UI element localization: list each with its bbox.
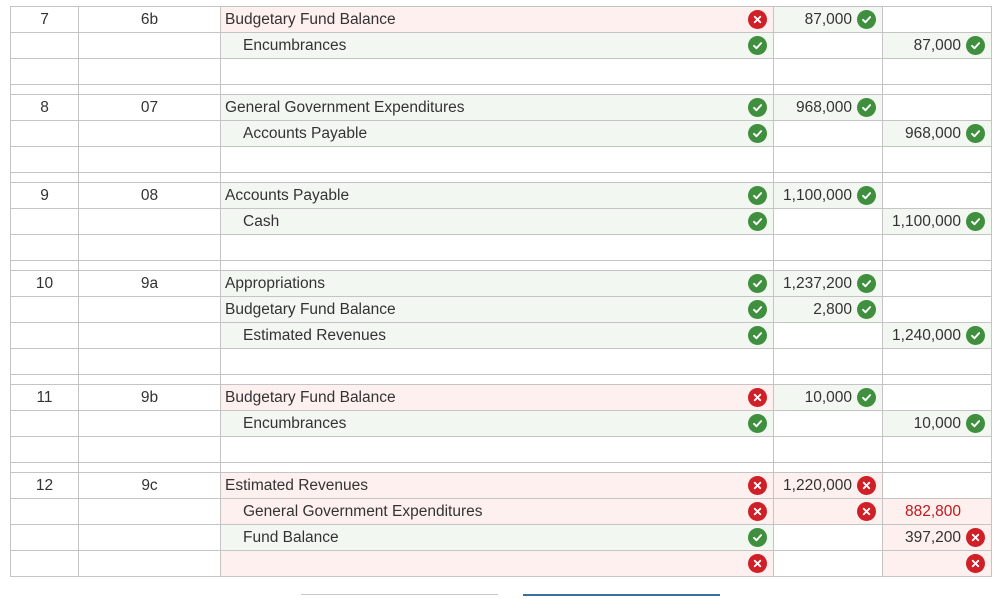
event-reference [79, 147, 221, 173]
debit-input[interactable] [774, 235, 883, 261]
entry-number [11, 411, 79, 437]
account-name: Cash [243, 212, 280, 230]
event-reference: 07 [79, 95, 221, 121]
journal-row [11, 209, 992, 235]
event-reference [79, 59, 221, 85]
x-icon [748, 502, 767, 521]
account-select[interactable] [221, 499, 774, 525]
journal-row [11, 33, 992, 59]
spacer-cell [11, 85, 79, 95]
x-icon [748, 476, 767, 495]
journal-row [11, 235, 992, 261]
spacer-cell [11, 261, 79, 271]
account-select[interactable] [221, 297, 774, 323]
credit-input[interactable] [883, 7, 992, 33]
event-reference [79, 525, 221, 551]
entry-number: 7 [11, 7, 79, 33]
credit-input[interactable] [883, 147, 992, 173]
account-name: Estimated Revenues [243, 326, 387, 344]
spacer-cell [221, 173, 774, 183]
credit-input[interactable] [883, 297, 992, 323]
account-select[interactable] [221, 349, 774, 375]
spacer-cell [79, 375, 221, 385]
entry-number [11, 551, 79, 577]
journal-row [11, 525, 992, 551]
account-select[interactable] [221, 95, 774, 121]
journal-row [11, 385, 992, 411]
credit-input[interactable] [883, 525, 992, 551]
journal-entry-table [10, 6, 992, 577]
x-icon [857, 476, 876, 495]
credit-input[interactable] [883, 209, 992, 235]
debit-amount: 87,000 [804, 10, 852, 28]
spacer-cell [883, 261, 992, 271]
debit-input[interactable] [774, 323, 883, 349]
journal-row [11, 183, 992, 209]
spacer-cell [774, 173, 883, 183]
entry-number [11, 235, 79, 261]
spacer-cell [883, 463, 992, 473]
journal-row [11, 437, 992, 463]
debit-input[interactable] [774, 33, 883, 59]
check-icon [966, 414, 985, 433]
journal-row [11, 121, 992, 147]
credit-input[interactable] [883, 473, 992, 499]
account-select[interactable] [221, 525, 774, 551]
entry-number [11, 437, 79, 463]
credit-input[interactable] [883, 411, 992, 437]
credit-input[interactable] [883, 121, 992, 147]
event-reference: 9b [79, 385, 221, 411]
check-icon [748, 186, 767, 205]
entry-number [11, 209, 79, 235]
entry-number [11, 121, 79, 147]
account-name: Encumbrances [243, 414, 347, 432]
credit-input[interactable] [883, 59, 992, 85]
entry-number: 11 [11, 385, 79, 411]
spacer-cell [11, 375, 79, 385]
spacer-cell [221, 85, 774, 95]
journal-row [11, 323, 992, 349]
spacer-row [11, 375, 992, 385]
journal-row [11, 349, 992, 375]
account-select[interactable] [221, 121, 774, 147]
check-icon [966, 124, 985, 143]
journal-row [11, 59, 992, 85]
debit-input[interactable] [774, 183, 883, 209]
spacer-cell [221, 261, 774, 271]
event-reference: 9c [79, 473, 221, 499]
check-icon [748, 528, 767, 547]
x-icon [966, 554, 985, 573]
account-select[interactable] [221, 183, 774, 209]
journal-row [11, 7, 992, 33]
entry-number [11, 147, 79, 173]
account-select[interactable] [221, 437, 774, 463]
account-name: Budgetary Fund Balance [225, 388, 396, 406]
journal-row [11, 499, 992, 525]
credit-input[interactable] [883, 499, 992, 525]
account-select[interactable] [221, 235, 774, 261]
credit-input[interactable] [883, 235, 992, 261]
check-icon [857, 388, 876, 407]
account-select[interactable] [221, 411, 774, 437]
check-icon [748, 98, 767, 117]
event-reference [79, 411, 221, 437]
entry-number [11, 525, 79, 551]
event-reference [79, 323, 221, 349]
check-icon [966, 36, 985, 55]
account-name: General Government Expenditures [243, 502, 483, 520]
account-name: Accounts Payable [225, 186, 350, 204]
entry-number: 8 [11, 95, 79, 121]
debit-input[interactable] [774, 271, 883, 297]
credit-input[interactable] [883, 349, 992, 375]
spacer-cell [79, 85, 221, 95]
account-select[interactable] [221, 551, 774, 577]
credit-amount: 1,100,000 [892, 212, 961, 230]
account-name: Budgetary Fund Balance [225, 10, 396, 28]
check-icon [857, 274, 876, 293]
event-reference: 9a [79, 271, 221, 297]
debit-input[interactable] [774, 385, 883, 411]
event-reference [79, 499, 221, 525]
x-icon [748, 388, 767, 407]
debit-input[interactable] [774, 59, 883, 85]
debit-input[interactable] [774, 7, 883, 33]
debit-amount: 1,237,200 [783, 274, 852, 292]
account-select[interactable] [221, 209, 774, 235]
x-icon [748, 10, 767, 29]
entry-number [11, 349, 79, 375]
debit-input[interactable] [774, 95, 883, 121]
debit-amount: 1,220,000 [783, 476, 852, 494]
spacer-cell [221, 375, 774, 385]
check-icon [748, 414, 767, 433]
credit-input[interactable] [883, 551, 992, 577]
spacer-cell [883, 85, 992, 95]
journal-row [11, 551, 992, 577]
check-icon [748, 124, 767, 143]
spacer-cell [774, 85, 883, 95]
debit-amount: 968,000 [795, 98, 852, 116]
account-select[interactable] [221, 7, 774, 33]
account-select[interactable] [221, 147, 774, 173]
entry-number: 10 [11, 271, 79, 297]
entry-number [11, 323, 79, 349]
account-select[interactable] [221, 323, 774, 349]
debit-input[interactable] [774, 121, 883, 147]
credit-input[interactable] [883, 323, 992, 349]
event-reference [79, 349, 221, 375]
check-icon [748, 212, 767, 231]
debit-input[interactable] [774, 499, 883, 525]
spacer-cell [883, 375, 992, 385]
check-icon [748, 326, 767, 345]
spacer-cell [79, 173, 221, 183]
spacer-row [11, 261, 992, 271]
journal-row [11, 271, 992, 297]
spacer-cell [11, 173, 79, 183]
event-reference: 08 [79, 183, 221, 209]
credit-input[interactable] [883, 95, 992, 121]
event-reference: 6b [79, 7, 221, 33]
check-icon [966, 212, 985, 231]
account-select[interactable] [221, 33, 774, 59]
journal-row [11, 147, 992, 173]
credit-input[interactable] [883, 437, 992, 463]
credit-amount: 1,240,000 [892, 326, 961, 344]
debit-input[interactable] [774, 209, 883, 235]
spacer-cell [774, 375, 883, 385]
journal-row [11, 473, 992, 499]
debit-input[interactable] [774, 437, 883, 463]
spacer-cell [79, 463, 221, 473]
check-icon [857, 98, 876, 117]
credit-input[interactable] [883, 33, 992, 59]
account-select[interactable] [221, 385, 774, 411]
credit-input[interactable] [883, 271, 992, 297]
spacer-cell [11, 463, 79, 473]
entry-number: 12 [11, 473, 79, 499]
journal-row [11, 297, 992, 323]
credit-input[interactable] [883, 183, 992, 209]
debit-input[interactable] [774, 473, 883, 499]
event-reference [79, 437, 221, 463]
debit-input[interactable] [774, 297, 883, 323]
debit-input[interactable] [774, 411, 883, 437]
account-name: Estimated Revenues [225, 476, 369, 494]
credit-amount: 10,000 [913, 414, 961, 432]
credit-amount: 968,000 [904, 124, 961, 142]
x-icon [966, 528, 985, 547]
check-icon [748, 274, 767, 293]
spacer-cell [221, 463, 774, 473]
debit-amount: 1,100,000 [783, 186, 852, 204]
event-reference [79, 33, 221, 59]
debit-amount: 10,000 [804, 388, 852, 406]
check-icon [748, 36, 767, 55]
account-select[interactable] [221, 271, 774, 297]
entry-number [11, 499, 79, 525]
account-select[interactable] [221, 59, 774, 85]
account-select[interactable] [221, 473, 774, 499]
entry-number [11, 59, 79, 85]
x-icon [748, 554, 767, 573]
spacer-row [11, 85, 992, 95]
account-name: General Government Expenditures [225, 98, 465, 116]
spacer-row [11, 173, 992, 183]
credit-amount: 87,000 [913, 36, 961, 54]
debit-input[interactable] [774, 551, 883, 577]
credit-amount: 397,200 [904, 528, 961, 546]
credit-amount: 882,800 [904, 502, 961, 520]
spacer-cell [774, 261, 883, 271]
x-icon [857, 502, 876, 521]
account-name: Accounts Payable [243, 124, 368, 142]
debit-amount: 2,800 [813, 300, 852, 318]
prev-button[interactable] [301, 594, 498, 598]
check-icon [748, 300, 767, 319]
spacer-cell [883, 173, 992, 183]
account-name: Fund Balance [243, 528, 339, 546]
check-icon [966, 326, 985, 345]
check-icon [857, 186, 876, 205]
debit-input[interactable] [774, 349, 883, 375]
check-icon [857, 300, 876, 319]
event-reference [79, 209, 221, 235]
event-reference [79, 551, 221, 577]
check-icon [857, 10, 876, 29]
account-name: Encumbrances [243, 36, 347, 54]
credit-input[interactable] [883, 385, 992, 411]
entry-number: 9 [11, 183, 79, 209]
spacer-cell [79, 261, 221, 271]
journal-row [11, 95, 992, 121]
entry-number [11, 33, 79, 59]
spacer-row [11, 463, 992, 473]
account-name: Budgetary Fund Balance [225, 300, 396, 318]
entry-number [11, 297, 79, 323]
journal-row [11, 411, 992, 437]
debit-input[interactable] [774, 525, 883, 551]
spacer-cell [774, 463, 883, 473]
debit-input[interactable] [774, 147, 883, 173]
account-name: Appropriations [225, 274, 325, 292]
event-reference [79, 297, 221, 323]
event-reference [79, 235, 221, 261]
event-reference [79, 121, 221, 147]
